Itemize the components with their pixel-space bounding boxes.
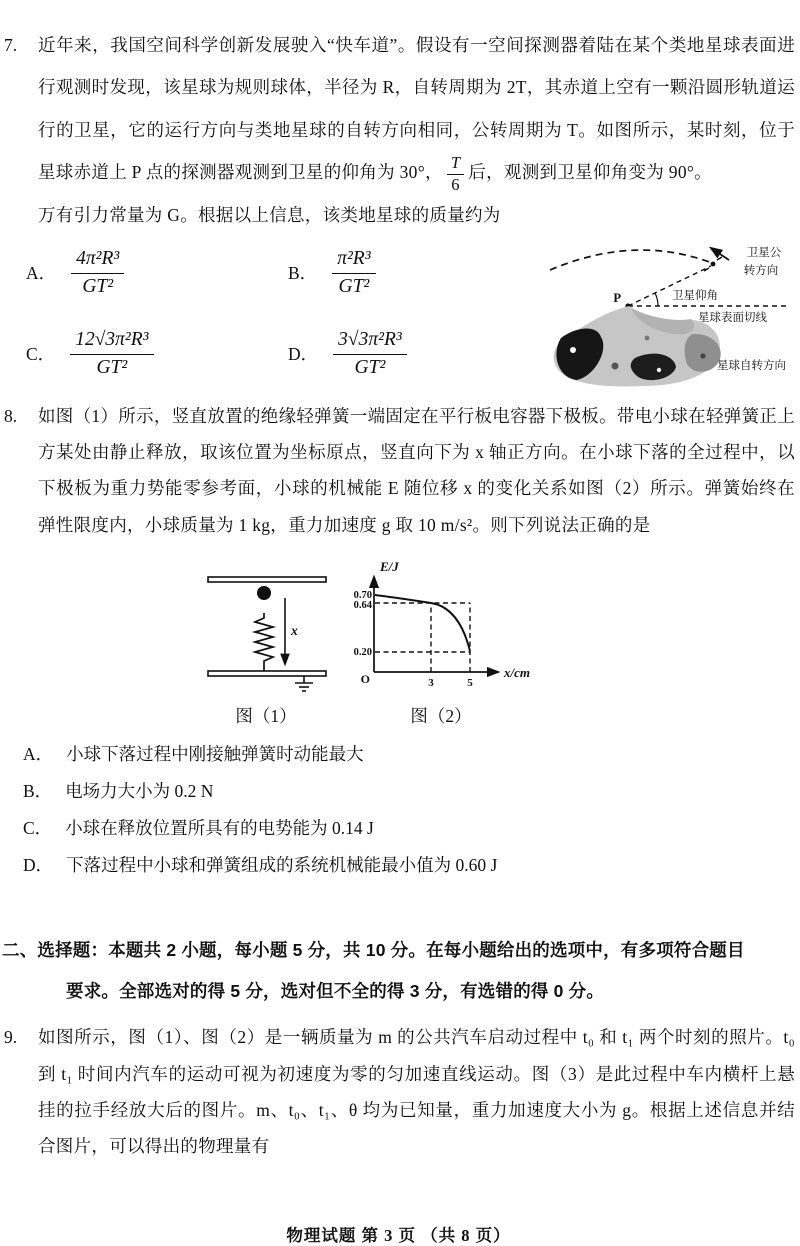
point-p-label: P	[613, 291, 621, 305]
figure-1-box	[200, 565, 332, 728]
option-a-label: A．	[26, 263, 57, 283]
option-a	[26, 247, 288, 299]
capacitor-spring-figure	[200, 565, 332, 695]
y-axis-label: E/J	[380, 558, 399, 574]
spring	[255, 613, 273, 671]
satellite-diagram	[543, 238, 795, 388]
question-7-options-and-figure	[26, 238, 795, 388]
question-9-number: 9.	[4, 1027, 18, 1048]
option-a-label: A．	[23, 743, 54, 764]
question-7-text-line2: 万有引力常量为 G。根据以上信息，该类地星球的质量约为	[38, 204, 501, 225]
option-a-formula: $\frac{\text{4π²R³}}{\text{GT²}}$	[71, 247, 124, 299]
energy-displacement-graph	[346, 555, 536, 695]
orbit-direction-label-line1: 卫星公	[746, 247, 782, 259]
elevation-angle-arc	[655, 293, 658, 306]
option-b	[23, 773, 795, 810]
page-footer: 物理试题 第 3 页 （共 8 页）	[286, 1226, 511, 1246]
planet-surface	[554, 306, 721, 386]
xtick-5: 5	[467, 676, 473, 689]
fraction-denominator: 6	[451, 174, 460, 194]
option-b-text: 电场力大小为 0.2 N	[65, 780, 214, 801]
option-c-formula: $\frac{\text{12√3π²R³}}{\text{GT²}}$	[70, 328, 153, 380]
section-2-heading	[2, 930, 795, 1011]
option-d	[23, 847, 795, 884]
fraction-numerator: T	[447, 154, 464, 174]
question-7	[2, 24, 795, 388]
question-7-options	[26, 238, 543, 388]
figure-1-caption: 图（1）	[235, 705, 297, 726]
tangent-label: 星球表面切线	[698, 312, 767, 324]
satellite-icon	[704, 257, 722, 271]
section-2-heading-line2: 要求。全部选对的得 5 分，选对但不全的得 3 分，有选错的得 0 分。	[66, 980, 605, 1001]
elevation-angle-label: 卫星仰角	[672, 290, 718, 302]
rotation-direction-label: 星球自转方向	[717, 360, 786, 372]
question-8-text: 如图（1）所示，竖直放置的绝缘轻弹簧一端固定在平行板电容器下极板。带电小球在轻弹簧正上方某处由静止释放，取该位置为坐标原点，竖直向下为 x 轴正方向。在小球下落的全过程中，以下极板为重力势能零参考面，小球的机械能 E 随位移 x 的变化关系如图（2）所示。弹簧始终在弹性限度内，小球质量为 1 kg，重力加速度 g 取 10 m/s²。则下列说法正确的是	[38, 406, 795, 535]
ytick-070: 0.70	[353, 589, 372, 601]
orbit-direction-label-line2: 转方向	[743, 265, 779, 277]
origin-label: O	[360, 671, 370, 686]
option-d-text: 下落过程中小球和弹簧组成的系统机械能最小值为 0.60 J	[66, 855, 498, 876]
ground-icon	[295, 676, 313, 691]
option-a	[23, 736, 795, 773]
figure-2-box	[346, 555, 536, 728]
x-direction-label: x	[291, 622, 298, 638]
option-d-formula: $\frac{\text{3√3π²R³}}{\text{GT²}}$	[333, 328, 407, 380]
figure-2-caption: 图（2）	[410, 705, 472, 726]
xtick-3: 3	[428, 676, 434, 689]
ytick-064: 0.64	[353, 599, 372, 611]
question-8	[2, 398, 795, 884]
option-b	[288, 247, 543, 299]
orbit-path	[550, 250, 712, 270]
option-a-text: 小球下落过程中刚接触弹簧时动能最大	[66, 743, 364, 764]
bottom-plate	[208, 671, 326, 676]
charged-ball	[257, 586, 271, 600]
option-c	[26, 328, 288, 380]
question-8-options	[23, 736, 795, 884]
option-c	[23, 810, 795, 847]
x-axis-label: x/cm	[504, 664, 530, 680]
option-b-label: B．	[288, 263, 318, 283]
option-c-text: 小球在释放位置所具有的电势能为 0.14 J	[65, 818, 374, 839]
question-7-text-part2: 后，观测到卫星仰角变为 90°。	[468, 162, 712, 183]
ytick-020: 0.20	[353, 646, 372, 658]
question-9-text: 如图所示，图（1）、图（2）是一辆质量为 m 的公共汽车启动过程中 t₀ 和 t₁ 两个时刻的照片。t₀ 到 t₁ 时间内汽车的运动可视为初速度为零的匀加速直线运动。图（3）是此过程中车内横杆上悬挂的拉手经放大后的图片。m、t₀、t₁、θ 均为已知量，重力加速度大小为 g。根据上述信息并结合图片，可以得出的物理量有	[38, 1027, 795, 1157]
question-7-text	[38, 24, 795, 194]
question-8-number: 8.	[4, 406, 18, 426]
question-7-number: 7.	[4, 35, 18, 55]
top-plate	[208, 577, 326, 582]
option-d	[288, 328, 543, 380]
question-7-text-part1: 近年来，我国空间科学创新发展驶入“快车道”。假设有一空间探测器着陆在某个类地星球表面进行观测时发现，该星球为规则球体，半径为 R，自转周期为 2T，其赤道上空有一颗沿圆形轨道运行的卫星，它的运行方向与类地星球的自转方向相同，公转周期为 T。如图所示，某时刻，位于星球赤道上 P 点的探测器观测到卫星的仰角为 30°，	[38, 35, 795, 183]
question-8-figures	[200, 555, 795, 728]
inline-fraction-t-over-6	[447, 154, 464, 193]
section-2-heading-line1: 二、选择题：本题共 2 小题，每小题 5 分，共 10 分。在每小题给出的选项中，有多项符合题目	[2, 940, 745, 961]
question-9	[2, 1019, 795, 1164]
option-d-label: D．	[288, 344, 319, 364]
option-b-formula: $\frac{\text{π²R³}}{\text{GT²}}$	[332, 247, 375, 299]
option-d-label: D．	[23, 855, 54, 876]
option-c-label: C．	[26, 344, 56, 364]
option-c-label: C．	[23, 818, 53, 839]
option-b-label: B．	[23, 780, 53, 801]
